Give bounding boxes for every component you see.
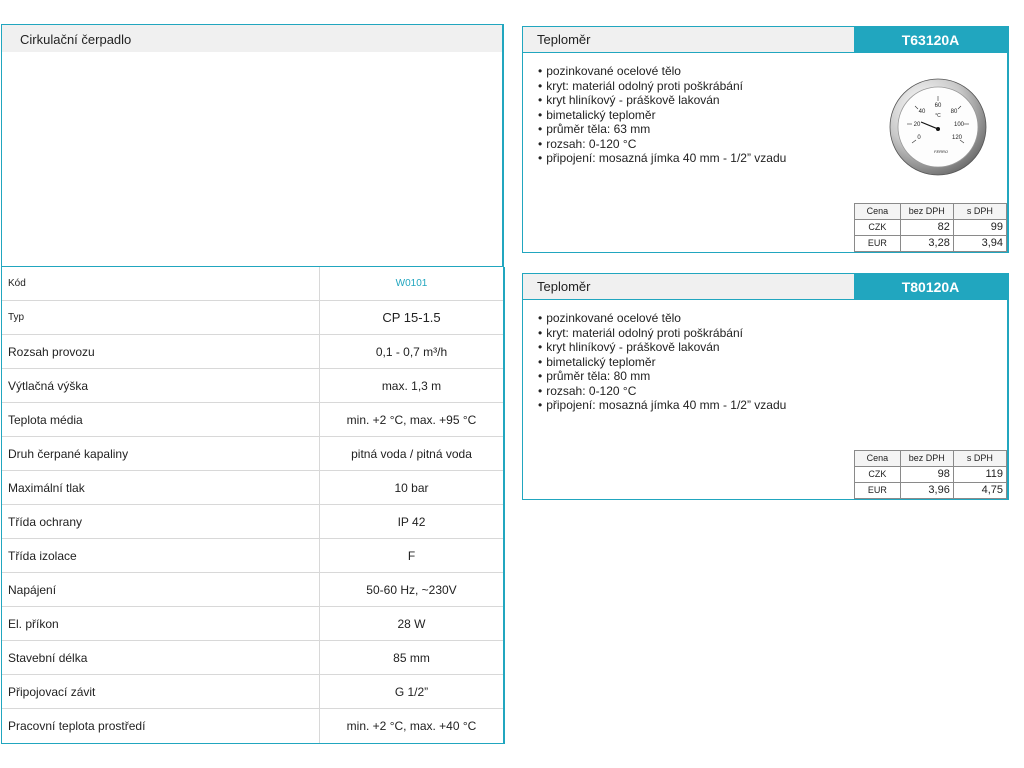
product-card-t80120a — [522, 273, 1009, 500]
spec-label: Teplota média — [2, 403, 320, 436]
spec-label: Maximální tlak — [2, 471, 320, 504]
spec-value: 10 bar — [394, 481, 429, 495]
feature-item: • bimetalický teploměr — [538, 355, 1007, 370]
spec-row — [2, 437, 503, 471]
gauge-tick-label: 80 — [950, 109, 958, 115]
price-row — [855, 483, 1007, 499]
card-header — [523, 27, 1007, 53]
spec-value: 0,1 - 0,7 m³/h — [375, 345, 448, 359]
price-with-vat: 3,94 — [953, 236, 1006, 252]
price-table — [854, 203, 1007, 252]
feature-item: • připojení: mosazná jímka 40 mm - 1/2” vzadu — [538, 398, 1007, 413]
spec-label: Pracovní teplota prostředí — [2, 709, 320, 743]
price-without-vat: 98 — [900, 467, 953, 483]
feature-list — [523, 300, 1007, 413]
price-without-vat: 3,96 — [900, 483, 953, 499]
gauge-tick-label: 40 — [918, 109, 926, 115]
spec-label: Druh čerpané kapaliny — [2, 437, 320, 470]
spec-row — [2, 471, 503, 505]
spec-row — [2, 675, 503, 709]
feature-item: • kryt: materiál odolný proti poškrábání — [538, 79, 1007, 94]
price-currency: EUR — [855, 483, 901, 499]
spec-value: IP 42 — [397, 515, 426, 529]
feature-item: • průměr těla: 80 mm — [538, 369, 1007, 384]
spec-value: CP 15-1.5 — [382, 310, 441, 325]
product-code-link[interactable]: W0101 — [395, 278, 428, 289]
spec-value: min. +2 °C, max. +40 °C — [346, 719, 477, 733]
gauge-tick-label: 20 — [913, 122, 921, 128]
feature-item: • připojení: mosazná jímka 40 mm - 1/2” vzadu — [538, 151, 1007, 166]
spec-row — [2, 539, 503, 573]
price-row — [855, 467, 1007, 483]
spec-label: Připojovací závit — [2, 675, 320, 708]
spec-label: Třída ochrany — [2, 505, 320, 538]
spec-value: min. +2 °C, max. +95 °C — [346, 413, 477, 427]
price-header: Cena — [855, 451, 901, 467]
spec-label: Rozsah provozu — [2, 335, 320, 368]
spec-label: El. příkon — [2, 607, 320, 640]
feature-item: • bimetalický teploměr — [538, 108, 1007, 123]
price-with-vat: 119 — [953, 467, 1006, 483]
spec-label: Stavební délka — [2, 641, 320, 674]
price-header: s DPH — [953, 204, 1006, 220]
product-name: Teploměr — [523, 274, 854, 299]
gauge-tick-label: 100 — [953, 122, 965, 128]
feature-item: • kryt: materiál odolný proti poškrábání — [538, 326, 1007, 341]
price-header: bez DPH — [900, 204, 953, 220]
feature-item: • kryt hliníkový - práškově lakován — [538, 340, 1007, 355]
price-header: bez DPH — [900, 451, 953, 467]
spec-label: Napájení — [2, 573, 320, 606]
price-header: s DPH — [953, 451, 1006, 467]
spec-value: 50-60 Hz, ~230V — [366, 583, 457, 597]
feature-item: • pozinkované ocelové tělo — [538, 311, 1007, 326]
spec-row — [2, 573, 503, 607]
price-row — [855, 236, 1007, 252]
spec-label: Třída izolace — [2, 539, 320, 572]
spec-row — [2, 403, 503, 437]
price-currency: CZK — [855, 220, 901, 236]
spec-row-type — [2, 301, 503, 335]
price-with-vat: 4,75 — [953, 483, 1006, 499]
feature-item: • rozsah: 0-120 °C — [538, 137, 1007, 152]
spec-value: 85 mm — [393, 651, 430, 665]
spec-row — [2, 709, 503, 743]
gauge-tick-label: 0 — [917, 135, 921, 141]
price-currency: CZK — [855, 467, 901, 483]
price-without-vat: 3,28 — [900, 236, 953, 252]
gauge-unit-label: °C — [935, 113, 941, 119]
spec-label: Typ — [2, 301, 320, 334]
product-code: T63120A — [854, 27, 1007, 52]
spec-value: G 1/2” — [394, 685, 429, 699]
spec-value: 28 W — [397, 617, 426, 631]
spec-label: Kód — [2, 267, 320, 300]
product-name: Teploměr — [523, 27, 854, 52]
spec-value: F — [407, 549, 416, 563]
price-with-vat: 99 — [953, 220, 1006, 236]
pump-image-panel — [1, 24, 504, 267]
spec-row — [2, 369, 503, 403]
spec-row — [2, 607, 503, 641]
feature-item: • pozinkované ocelové tělo — [538, 64, 1007, 79]
spec-row-code — [2, 267, 503, 301]
gauge-brand-label: FERRO — [934, 149, 948, 154]
price-currency: EUR — [855, 236, 901, 252]
price-table — [854, 450, 1007, 499]
price-without-vat: 82 — [900, 220, 953, 236]
gauge-tick-label: 60 — [934, 103, 942, 109]
pump-title: Cirkulační čerpadlo — [2, 25, 502, 52]
spec-value: pitná voda / pitná voda — [351, 447, 472, 461]
product-card-t63120a — [522, 26, 1009, 253]
thermometer-gauge-image — [888, 77, 988, 177]
price-row — [855, 220, 1007, 236]
spec-row — [2, 641, 503, 675]
card-header — [523, 274, 1007, 300]
feature-item: • průměr těla: 63 mm — [538, 122, 1007, 137]
spec-label: Výtlačná výška — [2, 369, 320, 402]
spec-value: max. 1,3 m — [381, 379, 442, 393]
gauge-tick-label: 120 — [951, 135, 963, 141]
feature-item: • kryt hliníkový - práškově lakován — [538, 93, 1007, 108]
spec-row — [2, 505, 503, 539]
pump-spec-table — [1, 267, 505, 744]
price-header: Cena — [855, 204, 901, 220]
spec-row — [2, 335, 503, 369]
feature-item: • rozsah: 0-120 °C — [538, 384, 1007, 399]
product-code: T80120A — [854, 274, 1007, 299]
